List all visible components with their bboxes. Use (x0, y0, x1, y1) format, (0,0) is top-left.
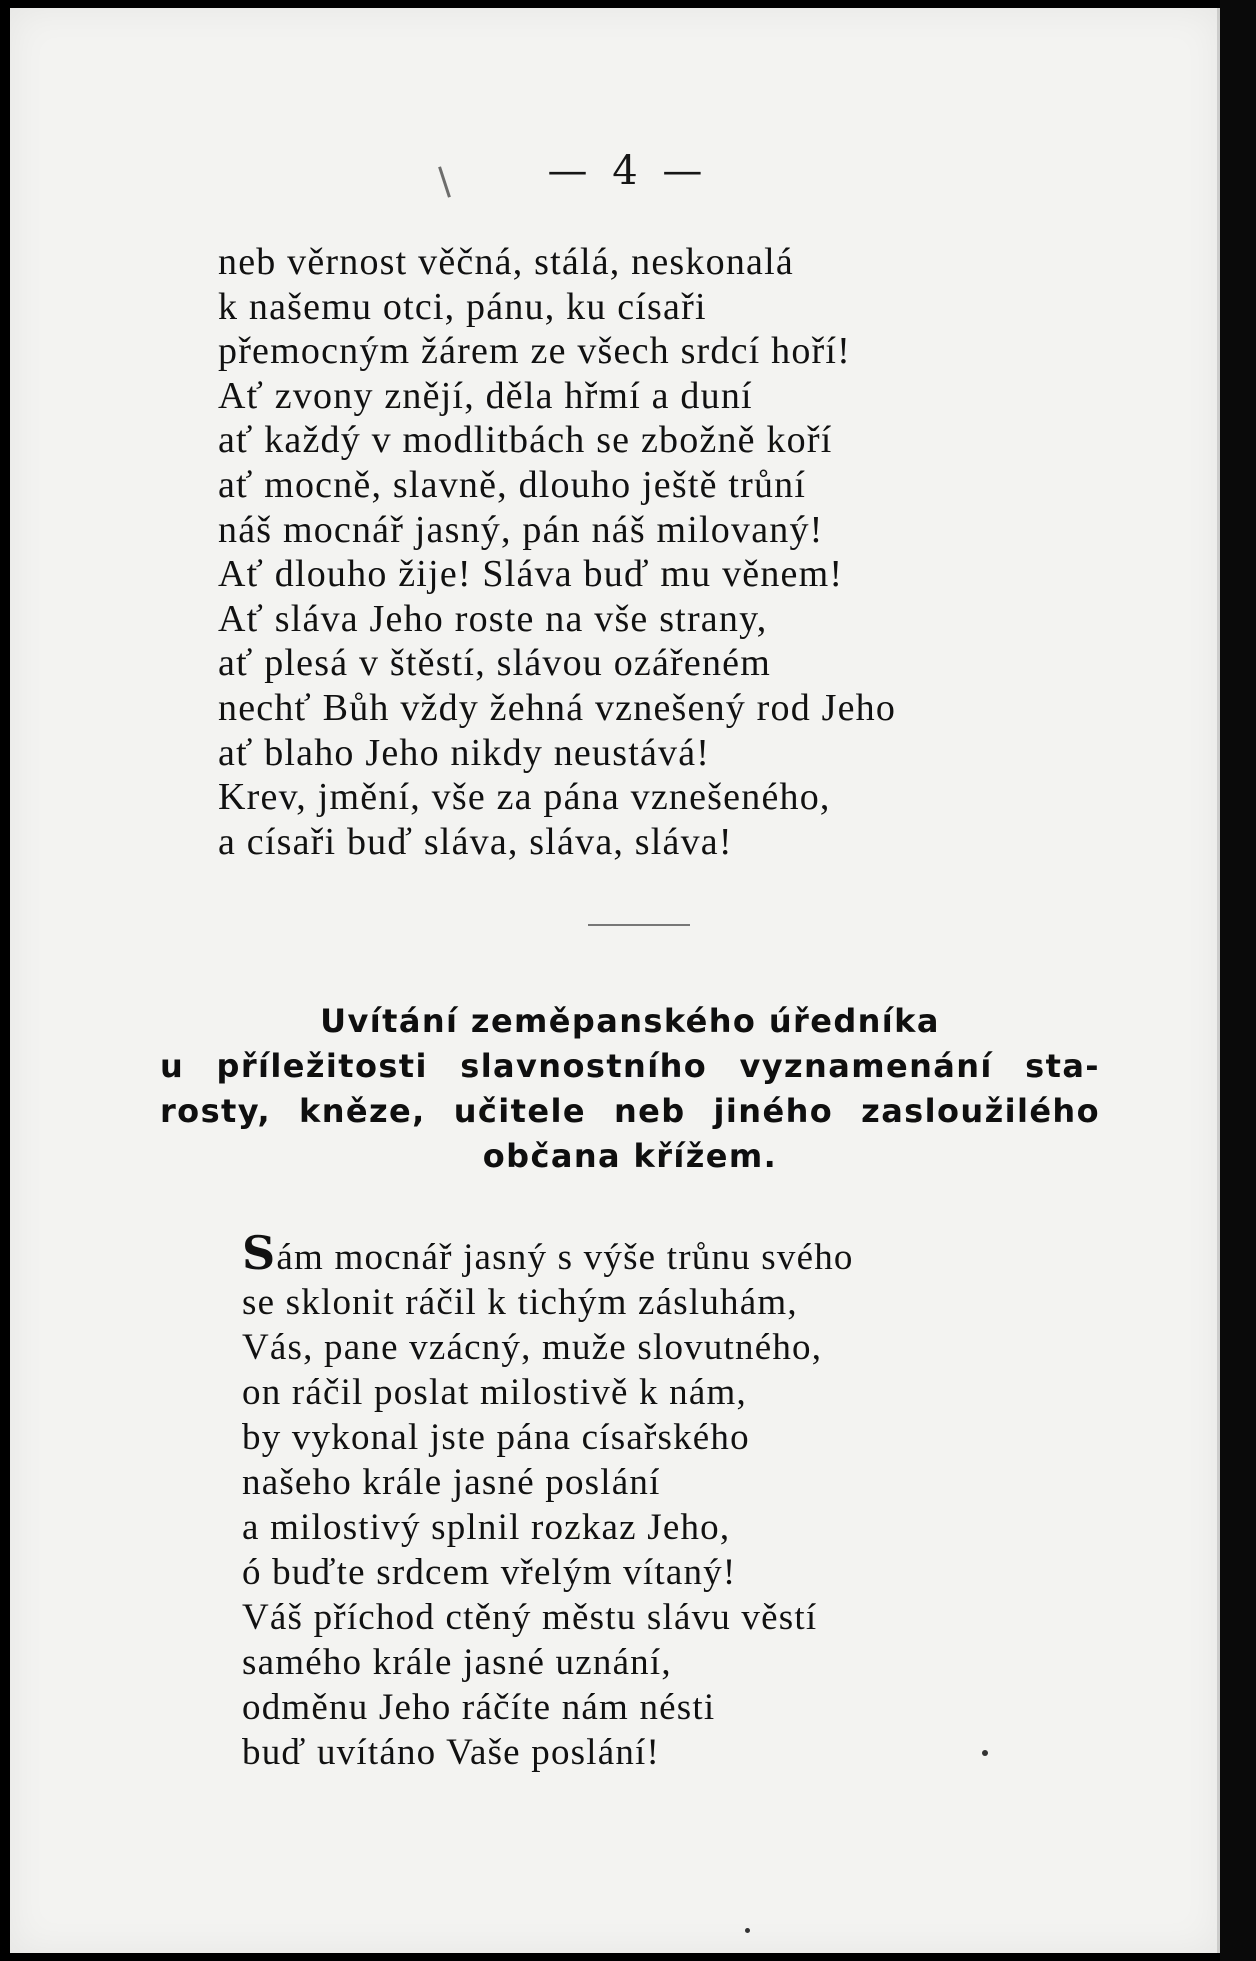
poem-line: Vás, pane vzácný, muže slovutného, (242, 1327, 823, 1368)
heading-line: rosty, kněze, učitele neb jiného zasloužilého (160, 1092, 1100, 1130)
ink-speck (745, 1928, 750, 1933)
poem-continuation (218, 240, 896, 864)
section-divider (588, 924, 690, 926)
poem-line: neb věrnost věčná, stálá, neskonalá (218, 241, 794, 283)
poem-line: nechť Bůh vždy žehná vznešený rod Jeho (218, 686, 897, 729)
poem-line: a milostivý splnil rozkaz Jeho, (242, 1507, 731, 1548)
poem-line: našeho krále jasné poslání (242, 1462, 661, 1503)
poem-line: Krev, jmění, vše za pána vznešeného, (218, 776, 831, 819)
poem-line: a císaři buď sláva, sláva, sláva! (218, 820, 733, 863)
poem-line: se sklonit ráčil k tichým zásluhám, (242, 1282, 798, 1323)
poem-line: odměnu Jeho ráčíte nám nésti (242, 1687, 716, 1728)
page-number: — 4 — (547, 148, 709, 194)
poem-line: přemocným žárem ze všech srdcí hoří! (218, 330, 851, 373)
poem-line: Ať sláva Jeho roste na vše strany, (218, 597, 768, 640)
poem-line: ó buďte srdcem vřelým vítaný! (242, 1552, 737, 1593)
poem-line: k našemu otci, pánu, ku císaři (218, 285, 707, 328)
poem-line: ať blaho Jeho nikdy neustává! (218, 731, 711, 774)
poem-line: on ráčil poslat milostivě k nám, (242, 1372, 747, 1413)
ink-speck (982, 1750, 988, 1756)
page-edge-shadow (1220, 0, 1256, 1961)
poem-line: ať plesá v štěstí, slávou ozářeném (218, 642, 771, 685)
heading-line: občana křížem. (482, 1137, 778, 1175)
poem-line: by vykonal jste pána císařského (242, 1417, 750, 1458)
heading-line: Uvítání zeměpanského úředníka (320, 1002, 940, 1040)
poem-line (242, 1226, 854, 1280)
poem-line: ať každý v modlitbách se zbožně koří (218, 419, 833, 462)
poem-line: samého krále jasné uznání, (242, 1642, 672, 1683)
heading-line: u příležitosti slavnostního vyznamenání sta- (160, 1047, 1100, 1085)
poem-line: Ať zvony znějí, děla hřmí a duní (218, 374, 753, 417)
poem-line: buď uvítáno Vaše poslání! (242, 1732, 661, 1773)
poem-line: ať mocně, slavně, dlouho ještě trůní (218, 463, 807, 506)
section-heading (160, 999, 1100, 1179)
drop-cap: S (242, 1226, 277, 1280)
welcome-poem (242, 1226, 854, 1775)
poem-line: Ať dlouho žije! Sláva buď mu věnem! (218, 553, 844, 596)
poem-line: Váš příchod ctěný městu slávu věstí (242, 1597, 818, 1638)
poem-line-text: ám mocnář jasný s výše trůnu svého (276, 1237, 854, 1278)
poem-line: náš mocnář jasný, pán náš milovaný! (218, 508, 824, 551)
